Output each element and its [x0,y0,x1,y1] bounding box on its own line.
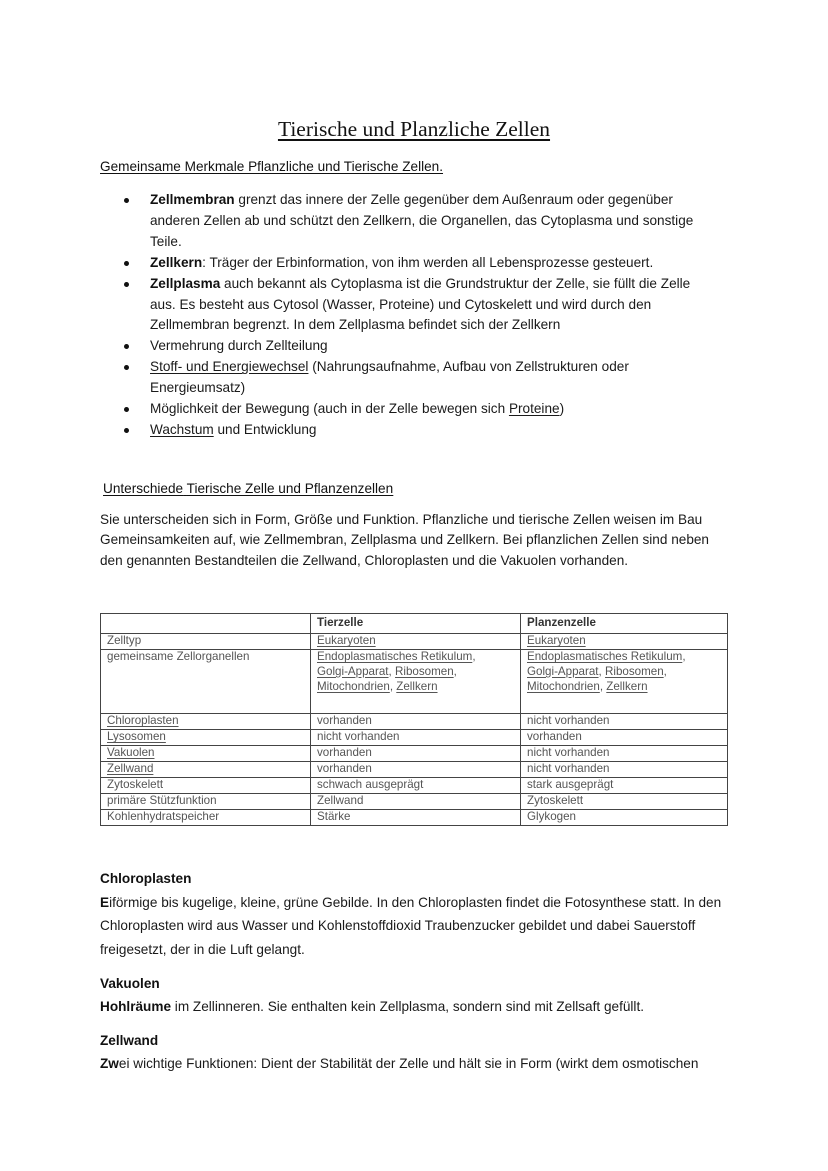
table-header-cell: Planzenzelle [521,614,728,634]
link-eukaryoten[interactable]: Eukaryoten [317,634,376,647]
link-unterschiede[interactable]: Unterschiede [103,481,184,496]
link-zellkern[interactable]: Zellkern [606,679,648,693]
chloroplasten-paragraph: Eiförmige bis kugelige, kleine, grüne Gebilde. In den Chloroplasten findet die Fotosynthese statt. In den Chloroplasten wird aus Wasser und Kohlenstoffdioxid Traubenzucker gebildet und dabei Sauerstoff freigesetzt, der in die Luft gelangt. [100,895,722,957]
table-header-cell: Tierzelle [311,614,521,634]
heading-vakuolen: Vakuolen [100,976,160,991]
list-item: Stoff- und Energiewechsel (Nahrungsaufnahme, Aufbau von Zellstrukturen oder Energieumsatz) [100,357,710,399]
link-ribosomen[interactable]: Ribosomen [605,664,664,678]
comparison-table [100,613,728,826]
page-title: Tierische und Planzliche Zellen [277,117,551,141]
table-row: gemeinsame Zellorganellen Endoplasmatisches Retikulum, Golgi-Apparat, Ribosomen, Mitochondrien, Zellkern Endoplasmatisches Retikulum, Golgi-Apparat, Ribosomen, Mitochondrien, Zellkern [101,650,728,714]
term-zellmembran: Zellmembran [150,192,235,207]
link-lysosomen[interactable]: Lysosomen [107,730,166,743]
link-ribosomen[interactable]: Ribosomen [395,664,454,678]
list-item: Zellplasma auch bekannt als Cytoplasma ist die Grundstruktur der Zelle, sie füllt die Zelle aus. Es besteht aus Cytosol (Wasser, Proteine) und Cytoskelett und wird durch den Zellmembran begrenzt. In dem Zellplasma befindet sich der Zellkern [100,274,710,337]
table-row: Zelltyp Eukaryoten Eukaryoten [101,634,728,650]
link-wachstum[interactable]: Wachstum [150,421,214,437]
link-zellwand[interactable]: Zellwand [107,762,154,775]
term-zellkern: Zellkern [150,254,203,270]
link-vakuolen[interactable]: Vakuolen [107,746,155,759]
table-header-row [101,614,728,634]
vakuolen-paragraph: Hohlräume im Zellinneren. Sie enthalten kein Zellplasma, sondern sind mit Zellsaft gefüllt. [100,999,645,1014]
table-row: Zytoskelett schwach ausgeprägt stark ausgeprägt [101,778,728,794]
table-row: Chloroplasten vorhanden nicht vorhanden [101,714,728,730]
table-row: Lysosomen nicht vorhanden vorhanden [101,730,728,746]
differences-paragraph: Sie unterscheiden sich in Form, Größe und Funktion. Pflanzliche und tierische Zellen weisen im Bau Gemeinsamkeiten auf, wie Zellmembran, Zellplasma und Zellkern. Bei pflanzlichen Zellen sind neben den genannten Bestandteilen die Zellwand, Chloroplasten und die Vakuolen vorhanden. [100,512,709,568]
link-stoffwechsel[interactable]: Stoff- und Energiewechsel [150,359,309,375]
link-golgi[interactable]: Golgi-Apparat [317,664,389,678]
term-zellplasma: Zellplasma [150,275,221,291]
zellwand-paragraph: Zwei wichtige Funktionen: Dient der Stabilität der Zelle und hält sie in Form (wirkt dem osmotischen [100,1056,699,1071]
link-zellkern[interactable]: Zellkern [396,679,438,693]
table-header-cell [101,614,311,634]
list-item: Wachstum und Entwicklung [100,420,710,441]
link-er[interactable]: Endoplasmatisches Retikulum [527,650,683,663]
list-item: Zellkern: Träger der Erbinformation, von ihm werden all Lebensprozesse gesteuert. [100,253,710,274]
section-heading-differences: Unterschiede Tierische Zelle und Pflanzenzellen [103,481,394,496]
link-eukaryoten[interactable]: Eukaryoten [527,634,586,647]
link-golgi[interactable]: Golgi-Apparat [527,664,599,678]
link-er[interactable]: Endoplasmatisches Retikulum [317,650,473,663]
table-row: Vakuolen vorhanden nicht vorhanden [101,746,728,762]
list-item: Zellmembran grenzt das innere der Zelle gegenüber dem Außenraum oder gegenüber anderen Zellen ab und schützt den Zellkern, die Organellen, das Cytoplasma und sonstige Teile. [100,190,710,253]
heading-chloroplasten: Chloroplasten [100,871,192,886]
link-proteine[interactable]: Proteine [508,401,560,417]
list-item: Möglichkeit der Bewegung (auch in der Zelle bewegen sich Proteine) [100,399,710,420]
list-item: Vermehrung durch Zellteilung [100,336,710,357]
link-mitochondrien[interactable]: Mitochondrien [317,679,390,693]
heading-zellwand: Zellwand [100,1033,159,1048]
link-chloroplasten[interactable]: Chloroplasten [107,714,179,727]
common-features-list [100,190,710,441]
section-heading-common: Gemeinsame Merkmale Pflanzliche und Tierische Zellen. [100,159,444,174]
link-mitochondrien[interactable]: Mitochondrien [527,679,600,693]
table-row: Zellwand vorhanden nicht vorhanden [101,762,728,778]
table-row: Kohlenhydratspeicher Stärke Glykogen [101,810,728,826]
table-row: primäre Stützfunktion Zellwand Zytoskelett [101,794,728,810]
